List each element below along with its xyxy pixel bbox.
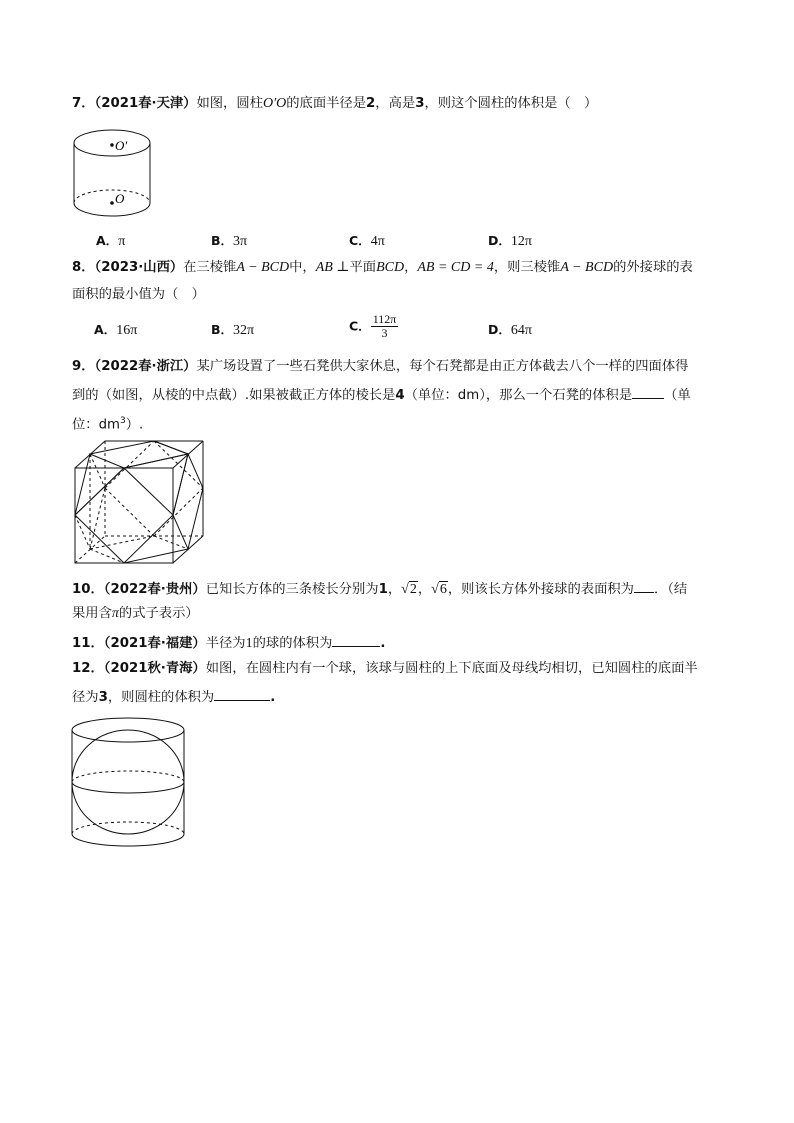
question-source: （2021春·天津） — [94, 96, 197, 111]
center-label-bottom: O — [115, 191, 125, 206]
q7-option-b[interactable]: B．3π — [211, 233, 248, 249]
cylinder-figure-q7 — [72, 125, 156, 223]
question-10-text-line2: 果用含π的式子表示） — [72, 606, 199, 621]
question-9-text-line3: 位：$dm^3$）. — [72, 416, 144, 433]
cylinder-sphere-figure-q12 — [70, 716, 188, 848]
q8-option-c[interactable]: C． $\frac{112\pi}{3}$ — [349, 312, 397, 340]
question-8-text-line2: 面积的最小值为（ ） — [72, 287, 205, 302]
question-11-text: 11．（2021春·福建）半径为1的球的体积为 . — [72, 632, 385, 654]
q7-option-d[interactable]: D．12π — [488, 233, 532, 249]
answer-blank[interactable] — [634, 578, 654, 593]
question-10-text: 10．（2022春·贵州）已知长方体的三条棱长分别为1，√2，√6，则该长方体外接球的表面积为 ．（结 — [72, 578, 687, 600]
question-number: 7． — [72, 96, 95, 111]
answer-blank[interactable] — [214, 686, 270, 701]
truncated-cube-figure-q9 — [72, 438, 208, 566]
question-9-text-line2: 到的（如图，从棱的中点截）.如果被截正方体的棱长是4（单位：dm），那么一个石凳的体积是 （单 — [72, 384, 691, 406]
q8-option-b[interactable]: B．32π — [211, 322, 255, 338]
answer-blank[interactable] — [632, 384, 664, 399]
question-9-text: 9．（2022春·浙江）某广场设置了一些石凳供大家休息，每个石凳都是由正方体截去八个一样的四面体得 — [72, 359, 689, 374]
question-7-text: 7．（2021春·天津）如图，圆柱O′O的底面半径是2，高是3，则这个圆柱的体积是（ ） — [72, 96, 598, 111]
q7-option-a[interactable]: A．π — [96, 233, 126, 249]
sqrt-6: √6 — [431, 582, 447, 597]
q8-option-d[interactable]: D．64π — [488, 322, 532, 338]
answer-blank[interactable] — [332, 632, 380, 647]
q8-option-a[interactable]: A．16π — [94, 322, 138, 338]
sqrt-2: √2 — [401, 582, 417, 597]
fraction: $\frac{112\pi}{3}$ — [372, 312, 397, 340]
question-8-text: 8．（2023·山西）在三棱锥A − BCD中，AB ⊥平面BCD，AB = CD = 4，则三棱锥A − BCD的外接球的表 — [72, 260, 693, 275]
question-12-text: 12．（2021秋·青海）如图，在圆柱内有一个球，该球与圆柱的上下底面及母线均相切，已知圆柱的底面半 — [72, 661, 698, 676]
q7-option-c[interactable]: C．4π — [349, 233, 385, 249]
center-label-top: O′ — [115, 138, 128, 153]
question-12-text-line2: 径为3，则圆柱的体积为 . — [72, 686, 275, 708]
